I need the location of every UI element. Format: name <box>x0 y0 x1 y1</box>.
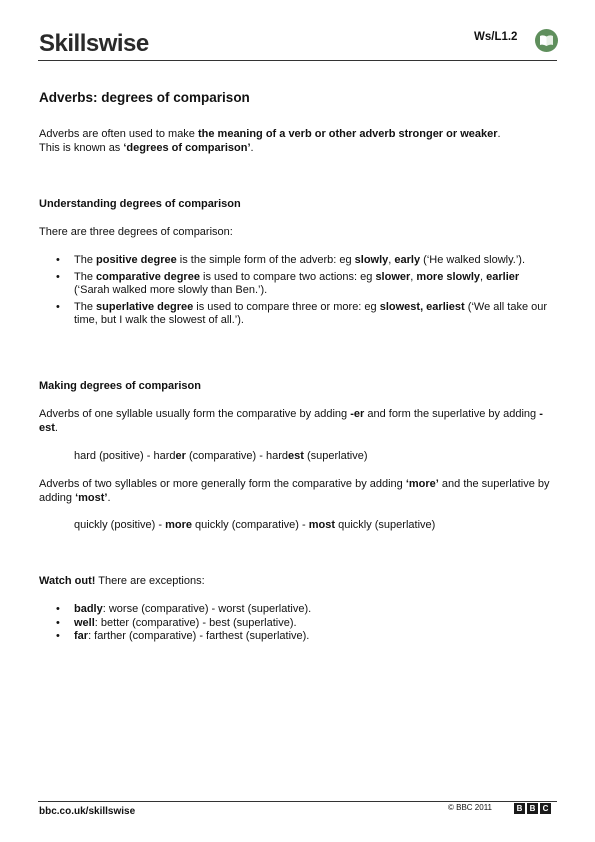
header-divider <box>38 60 557 61</box>
example-hard: hard (positive) - harder (comparative) - hardest (superlative) <box>74 450 368 462</box>
section-heading-understanding: Understanding degrees of comparison <box>39 198 241 210</box>
copyright-notice: © BBC 2011 <box>448 803 492 812</box>
bbc-logo <box>514 803 551 814</box>
making-paragraph-two-syllables: Adverbs of two syllables or more generally form the comparative by adding ‘more’ and the superlative by adding ‘most’. <box>39 478 550 504</box>
bbc-logo-letter: C <box>540 803 551 814</box>
section-heading-making: Making degrees of comparison <box>39 380 201 392</box>
footer-divider <box>38 801 557 802</box>
understanding-lead: There are three degrees of comparison: <box>39 226 233 238</box>
skillswise-logo: Skillswise <box>39 30 149 57</box>
making-paragraph-one-syllable: Adverbs of one syllable usually form the comparative by adding -er and form the superlative by adding -est. <box>39 408 543 434</box>
bbc-logo-letter: B <box>527 803 538 814</box>
book-icon <box>535 29 558 52</box>
list-item: • badly: worse (comparative) - worst (superlative). <box>39 603 555 617</box>
bbc-logo-letter: B <box>514 803 525 814</box>
page-title: Adverbs: degrees of comparison <box>39 90 250 105</box>
document-code: Ws/L1.2 <box>474 31 518 43</box>
footer-url[interactable]: bbc.co.uk/skillswise <box>39 806 136 817</box>
example-quickly: quickly (positive) - more quickly (comparative) - most quickly (superlative) <box>74 519 436 531</box>
list-item-superlative: • The superlative degree is used to compare three or more: eg slowest, earliest (‘We all take our time, but I walk the slowest of all.’). <box>39 301 555 328</box>
exceptions-list <box>39 603 555 647</box>
degrees-list <box>39 254 555 331</box>
list-item-positive: • The positive degree is the simple form of the adverb: eg slowly, early (‘He walked slowly.’). <box>39 254 555 268</box>
list-item: • well: better (comparative) - best (superlative). <box>39 617 555 631</box>
list-item: • far: farther (comparative) - farthest (superlative). <box>39 630 555 644</box>
list-item-comparative: • The comparative degree is used to compare two actions: eg slower, more slowly, earlier (‘Sarah walked more slowly than Ben.’). <box>39 271 555 298</box>
intro-paragraph: Adverbs are often used to make the meaning of a verb or other adverb stronger or weaker. This is known as ‘degrees of comparison’. <box>39 128 501 154</box>
watch-out-lead: Watch out! There are exceptions: <box>39 575 205 587</box>
